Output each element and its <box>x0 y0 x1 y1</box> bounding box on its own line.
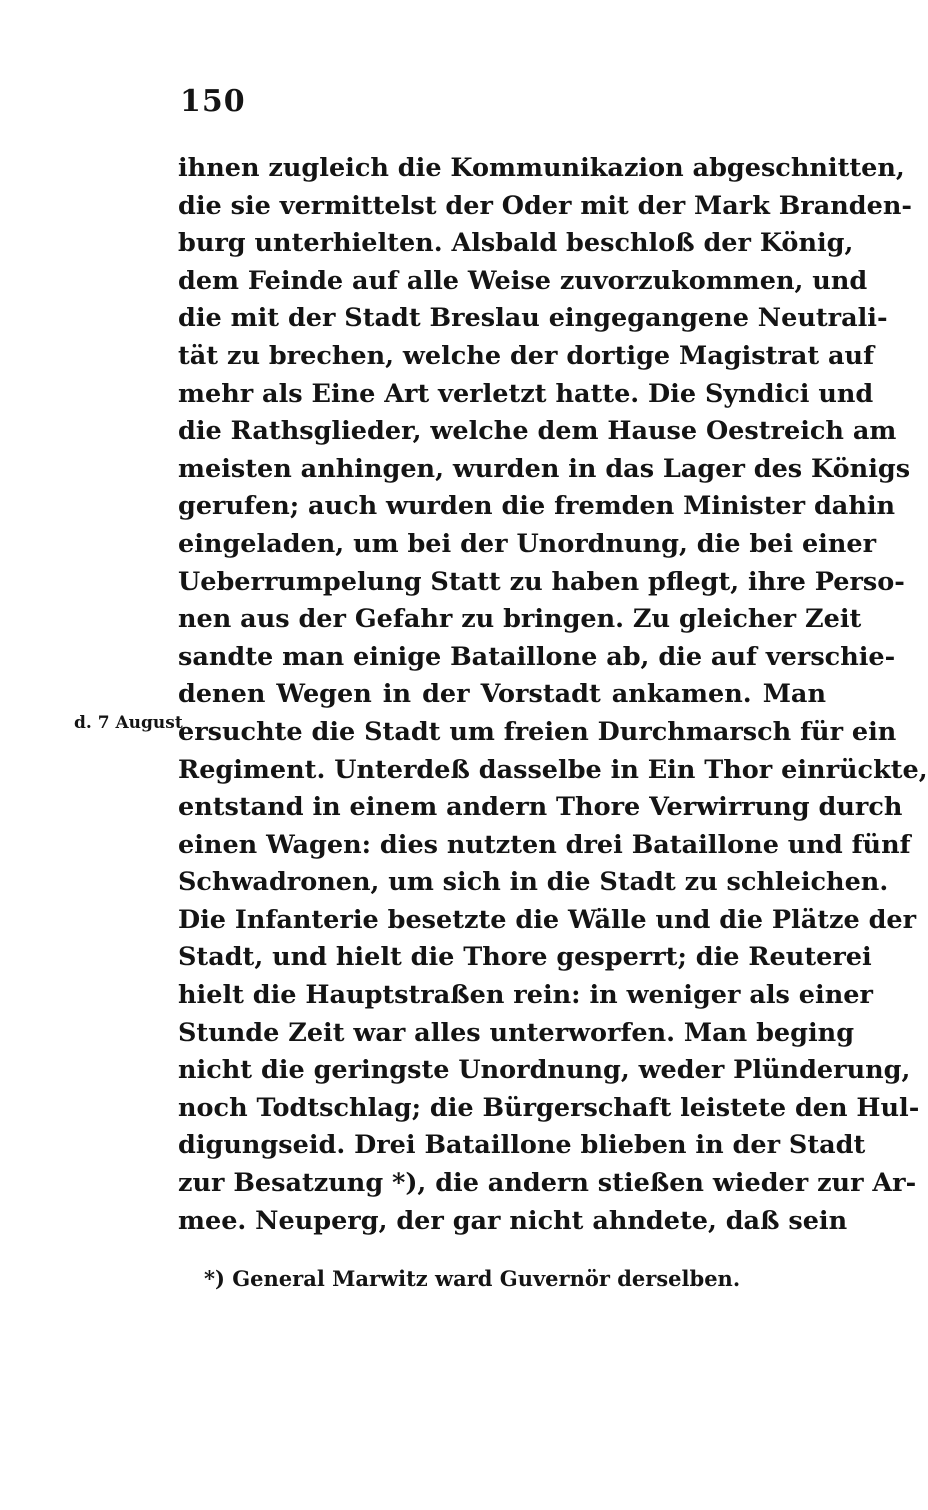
page-number: 150 <box>180 84 246 119</box>
text-line: Regiment. Unterdeß dasselbe in Ein Thor einrückte, <box>178 754 928 785</box>
text-line: ihnen zugleich die Kommunikazion abgeschnitten, <box>178 153 905 183</box>
text-line: burg unterhielten. Alsbald beschloß der König, <box>178 228 854 259</box>
text-line: denen Wegen in der Vorstadt ankamen. Man <box>178 679 826 710</box>
text-line: Schwadronen, um sich in die Stadt zu schleichen. <box>178 867 889 898</box>
text-line: Ueberrumpelung Statt zu haben pflegt, ihre Perso- <box>178 566 905 597</box>
text-line: ersuchte die Stadt um freien Durchmarsch für ein <box>178 716 897 747</box>
text-line: noch Todtschlag; die Bürgerschaft leistete den Hul- <box>178 1092 920 1123</box>
text-line: mehr als Eine Art verletzt hatte. Die Syndici und <box>178 378 874 409</box>
text-line: mee. Neuperg, der gar nicht ahndete, daß sein <box>178 1205 848 1236</box>
text-line: Die Infanterie besetzte die Wälle und die Plätze der <box>178 904 917 935</box>
text-line: die Rathsglieder, welche dem Hause Oestreich am <box>178 416 897 447</box>
text-line: meisten anhingen, wurden in das Lager des Königs <box>178 453 911 484</box>
text-line: Stunde Zeit war alles unterworfen. Man beging <box>178 1017 855 1048</box>
text-line: digungseid. Drei Bataillone blieben in der Stadt <box>178 1130 866 1161</box>
text-line: die sie vermittelst der Oder mit der Mark Branden- <box>178 190 912 221</box>
text-line: tät zu brechen, welche der dortige Magistrat auf <box>178 340 875 371</box>
text-line: nicht die geringste Unordnung, weder Plünderung, <box>178 1055 911 1086</box>
text-line: nen aus der Gefahr zu bringen. Zu gleicher Zeit <box>178 604 862 635</box>
text-line: eingeladen, um bei der Unordnung, die bei einer <box>178 528 877 559</box>
text-line: Stadt, und hielt die Thore gesperrt; die Reuterei <box>178 942 872 973</box>
text-line: gerufen; auch wurden die fremden Minister dahin <box>178 491 896 522</box>
text-line: hielt die Hauptstraßen rein: in weniger als einer <box>178 980 873 1011</box>
text-line: dem Feinde auf alle Weise zuvorzukommen, und <box>178 265 868 296</box>
text-line: entstand in einem andern Thore Verwirrung durch <box>178 792 903 823</box>
body-text <box>178 150 928 1240</box>
text-line: einen Wagen: dies nutzten drei Bataillone und fünf <box>178 829 911 860</box>
text-line: sandte man einige Bataillone ab, die auf verschie- <box>178 641 896 672</box>
text-line: die mit der Stadt Breslau eingegangene Neutrali- <box>178 303 888 334</box>
margin-note-date: d. 7 August <box>74 713 183 733</box>
text-line: zur Besatzung *), die andern stießen wieder zur Ar- <box>178 1168 917 1199</box>
footnote: *) General Marwitz ward Guvernör derselben. <box>204 1266 741 1291</box>
